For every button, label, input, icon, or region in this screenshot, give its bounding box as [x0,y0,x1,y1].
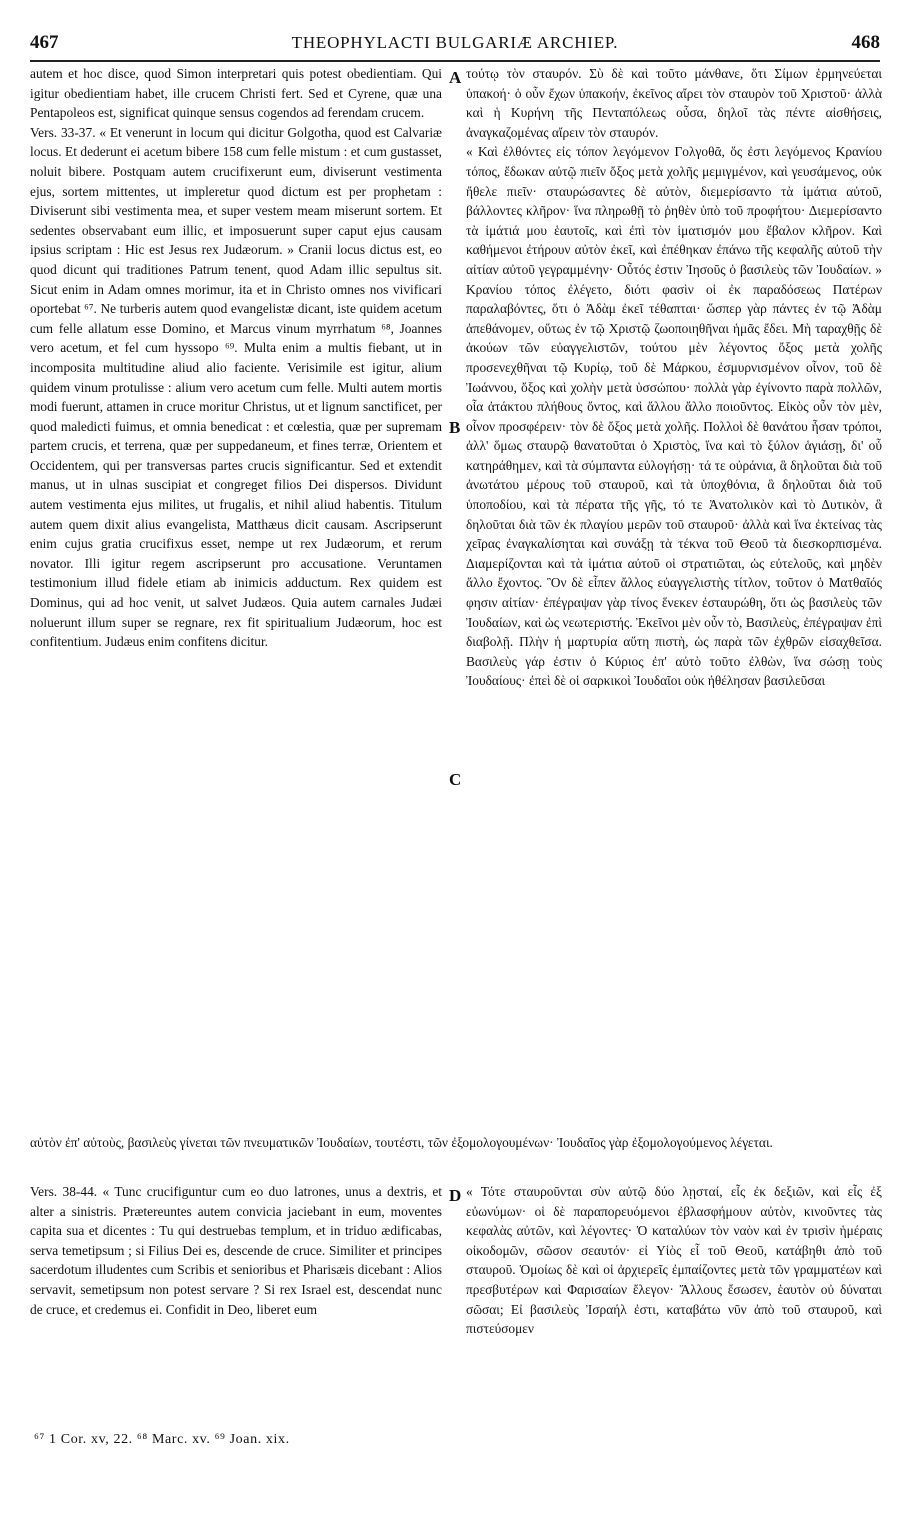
latin-paragraph: autem et hoc disce, quod Simon interpretari quis potest obedientiam. Qui igitur obedientiam habet, ille crucem Christi fert. Sed et Cyrene, quæ una Pentapoleos est, significat quinque sensus cogendos ad ferendam crucem. [30,66,442,121]
running-header [30,30,880,62]
page-number-left: 467 [30,32,59,53]
page-number-right: 468 [851,32,880,53]
running-title: THEOPHYLACTI BULGARIÆ ARCHIEP. [291,33,619,52]
greek-paragraph: « Καὶ ἐλθόντες εἰς τόπον λεγόμενον Γολγοθᾶ, ὅς ἐστι λεγόμενος Κρανίου τόπος, ἔδωκαν αὐτῷ πιεῖν ὄξος μετὰ χολῆς μεμιγμένον, καὶ γευσάμενος, οὐκ ἤθελε πιεῖν· σταυρώσαντες δὲ αὐτὸν, διεμερίσαντο τὰ ἱμάτια αὐτοῦ, βάλλοντες κλῆρον· ἵνα πληρωθῇ τὸ ῥηθὲν ὑπὸ τοῦ προφήτου· Διεμερίσαντο τὰ ἱμάτιά μου ἑαυτοῖς, καὶ ἐπὶ τὸν ἱματισμόν μου ἔβαλον κλῆρον. Καὶ καθήμενοι ἐτήρουν αὐτὸν ἐκεῖ, καὶ ἐπέθηκαν ἐπάνω τῆς κεφαλῆς αὐτοῦ τὴν αἰτίαν αὐτοῦ γεγραμμένην· Οὗτός ἐστιν Ἰησοῦς ὁ βασιλεὺς τῶν Ἰουδαίων. » Κρανίου τόπος ἐλέγετο, διότι φασὶν οἱ ἐκ παραδόσεως Πατέρων παραλαβόντες, ὅτι ὁ Ἀδὰμ ἐκεῖ τέθαπται· ὥσπερ γὰρ πάντες ἐν τῷ Ἀδὰμ ἀπεθάνομεν, οὕτως ἐν τῷ Χριστῷ ζωοποιηθῆναι ἡμᾶς ἔδει. Μὴ ταραχθῇς δὲ ἀκούων τῶν εὐαγγελιστῶν, τούτου μὲν λέγοντος ὄξος μετὰ χολῆς προσενεχθῆναι τῷ Κυρίῳ, τοῦ δὲ Μάρκου, ἐσμυρνισμένον οἶνον, τοῦ δὲ Ἰωάννου, ὄξος καὶ χολὴν μετὰ ὑσσώπου· πολλὰ γὰρ ἐγίνοντο παρὰ πολλῶν, οἷα ἀτάκτου πλήθους ὄντος, καὶ ἄλλου ἄλλο ποιοῦντος. Εἰκὸς οὖν τὸν μὲν, οἶνον προσφέρειν· τὸν δὲ ὄξος μετὰ χολῆς. Πολλοὶ δὲ θανάτου ἦσαν τρόποι, ἀλλ' ὅμως σταυρῷ θανατοῦται ὁ Χριστὸς, ἵνα καὶ τὸ ξύλον ἁγιάσῃ, δι' οὗ κατηράθημεν, καὶ τὰ σύμπαντα εὐλογήσῃ· τά τε οὐράνια, ἃ δηλοῦται διὰ τοῦ ἀνωτάτου μέρους τοῦ σταυροῦ, καὶ τὰ ὑποχθόνια, ἃ δηλοῦται διὰ τοῦ ὑποποδίου, καὶ τὰ πέρατα τῆς γῆς, τό τε Ἀνατολικὸν καὶ τὸ Δυτικὸν, ἃ δηλοῦται διὰ τῶν ἐκ πλαγίου μερῶν τοῦ σταυροῦ· ἀλλὰ καὶ ἵνα ἐκτείνας τὰς χεῖρας ἐναγκαλίσηται καὶ συνάξῃ τὰ τέκνα τοῦ Θεοῦ τὰ διεσκορπισμένα. Διαμερίζονται καὶ τὰ ἱμάτια αὐτοῦ οἱ στρατιῶται, ὡς εὐτελοῦς, καὶ μηδὲν ἄλλο ἔχοντος. Ὃν δὲ εἶπεν ἄλλος εὐαγγελιστὴς τίτλον, τοῦτον ὁ Ματθαῖός φησιν αἰτίαν· ἐπέγραψαν γὰρ τίνος ἕνεκεν ἐσταυρώθη, ὅτι ὡς βασιλεὺς τῶν Ἰουδαίων, καὶ ὡς νεωτεριστής. Ἐκεῖνοι μὲν οὖν τὸ, Βασιλεὺς, ἐπέγραψαν ἐπὶ διαβολῇ. Πλὴν ἡ μαρτυρία αὕτη πιστὴ, ὡς παρὰ τῶν ἐχθρῶν εἰσαχθεῖσα. Βασιλεὺς γάρ ἐστιν ὁ Κύριος ἐπ' αὐτὸ τοῦτο ἐλθὼν, ἵνα σώσῃ τοὺς Ἰουδαίους· ἐπεὶ δὲ οἱ σαρκικοὶ Ἰουδαῖοι οὐκ ἠθέλησαν βασιλεῦσαι [466,144,882,689]
greek-paragraph: « Τότε σταυροῦνται σὺν αὐτῷ δύο λῃσταί, εἷς ἐκ δεξιῶν, καὶ εἷς ἐξ εὐωνύμων· οἱ δὲ παραπορευόμενοι ἐβλασφήμουν αὐτὸν, κινοῦντες τὰς κεφαλὰς αὐτῶν, καὶ λέγοντες· Ὁ καταλύων τὸν ναὸν καὶ ἐν τρισὶν ἡμέραις οἰκοδομῶν, σῶσον σεαυτόν· εἰ Υἱὸς εἶ τοῦ Θεοῦ, κατάβηθι ἀπὸ τοῦ σταυροῦ. Ὁμοίως δὲ καὶ οἱ ἀρχιερεῖς ἐμπαίζοντες μετὰ τῶν γραμματέων καὶ πρεσβυτέρων καὶ Φαρισαίων ἔλεγον· Ἄλλους ἔσωσεν, ἑαυτὸν οὐ δύναται σῶσαι; Εἰ βασιλεὺς Ἰσραήλ ἐστι, καταβάτω νῦν ἀπὸ τοῦ σταυροῦ, καὶ πιστεύσομεν [466,1184,882,1337]
margin-marker-d: D [449,1186,462,1205]
latin-column-lower [30,1182,442,1319]
latin-column-upper [30,64,442,652]
latin-paragraph: Vers. 38-44. « Tunc crucifiguntur cum eo duo latrones, unus a dextris, et alter a sinistris. Prætereuntes autem convicia jaciebant in eum, moventes capita sua et dicentes : Tu qui destruebas templum, et in triduo ædificabas, serva temetipsum ; si Filius Dei es, descende de cruce. Similiter et principes sacerdotum illudentes cum Scribis et senioribus et Pharisæis dicebant : Alios servavit, semetipsum non potest servare ? Si rex Israel est, descendat nunc de cruce, et credemus ei. Confidit in Deo, liberet eum [30,1184,442,1317]
greek-paragraph: τούτῳ τὸν σταυρόν. Σὺ δὲ καὶ τοῦτο μάνθανε, ὅτι Σίμων ἑρμηνεύεται ὑπακοή· ὁ οὖν ἔχων ὑπακοήν, ἐκεῖνος αἴρει τὸν σταυρὸν τοῦ Χριστοῦ· ἀλλὰ καὶ ἡ Κυρήνη τῆς Πενταπόλεως οὖσα, δηλοῖ τὰς πέντε αἰσθήσεις, ἀναγκαζομένας αἴρειν τὸν σταυρόν. [466,66,882,140]
margin-marker-a: A [449,68,462,87]
greek-paragraph: αὐτὸν ἐπ' αὐτοὺς, βασιλεὺς γίνεται τῶν πνευματικῶν Ἰουδαίων, τουτέστι, τῶν ἐξομολογουμένων· Ἰουδαῖος γὰρ ἐξομολογούμενος λέγεται. [30,1135,773,1150]
greek-column-lower [466,1182,882,1339]
full-width-greek-line [30,1133,882,1153]
greek-column-upper [466,64,882,691]
margin-marker-b: B [449,418,461,437]
latin-paragraph: Vers. 33-37. « Et venerunt in locum qui dicitur Golgotha, quod est Calvariæ locus. Et dederunt ei acetum bibere 158 cum felle mistum : et cum gustasset, noluit bibere. Postquam autem crucifixerunt eum, diviserunt vestimenta ejus, sortem mittentes, ut impleretur quod dictum est per prophetam : Diviserunt sibi vestimenta mea, et super vestem meam miserunt sortem. Et sedentes observabant eum illic, et imposuerunt super caput ejus causam ipsius scriptam : Hic est Jesus rex Judæorum. » Cranii locus dictus est, eo quod dicunt qui traditiones Patrum tenent, quod Adam illic sepultus sit. Sicut enim in Adam omnes morimur, ita et in Christo omnes nos vivificari oportebat ⁶⁷. Ne turberis autem quod evangelistæ dicant, iste quidem acetum cum felle allatum esse Domino, et Marcus vinum myrrhatum ⁶⁸, Joannes vero acetum, et fel cum hyssopo ⁶⁹. Multa enim a multis fiebant, ut in incomposita multitudine aliud alio faciente. Verisimile est igitur, alium quidem vinum protulisse : alium vero acetum cum felle. Multi autem mortis modi fuerunt, attamen in cruce moritur Christus, ut et lignum sanctificet, per quod maledicti fuimus, et omnia benedicat : et cœlestia, quæ per supremam partem crucis, et terrena, quæ per suppedaneum, et fines terræ, Orientem et Occidentem, qui per transversas partes crucis significantur. Sed et extendit manus, ut in ulnas suscipiat et congreget filios Dei dispersos. Dividunt autem vestimenta ejus milites, ut frugalis, et nihil aliud habentis. Titulum autem quem dixit alius evangelista, Matthæus dicit causam. Ascripserunt enim cujus gratia crucifixus esset, nempe ut rex Judæorum, et rerum novator. Illi igitur regem ascripserunt pro accusatione. Veruntamen testimonium illud fidele etiam ab inimicis adductum. Rex quidem est Dominus, qui ad hoc venit, ut salvet Judæos. Quia autem carnales Judæi noluerunt illum super se regnare, rex fit spiritualium Judæorum, hoc est confitentium. Judæus enim confitens dicitur. [30,124,442,650]
footnotes: ⁶⁷ 1 Cor. xv, 22. ⁶⁸ Marc. xv. ⁶⁹ Joan. xix. [34,1432,290,1447]
margin-marker-c: C [449,770,462,789]
